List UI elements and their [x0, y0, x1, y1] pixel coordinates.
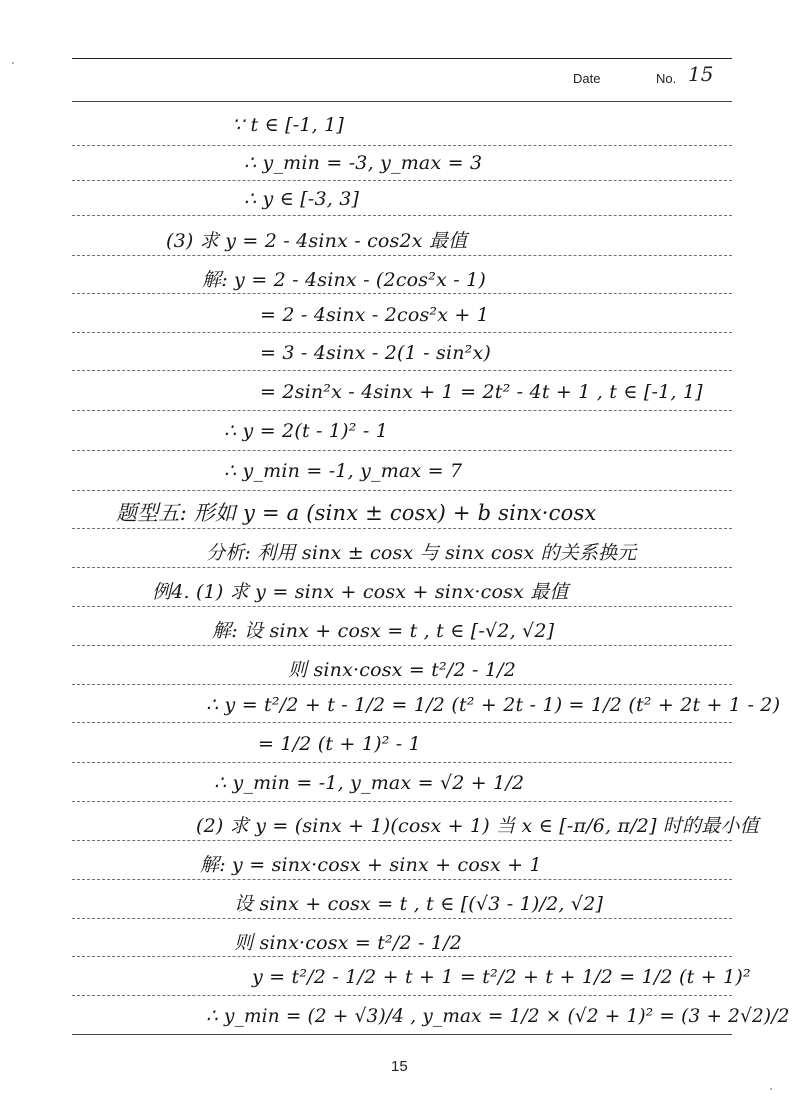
- ruled-line: [72, 840, 732, 841]
- ruled-line: [72, 410, 732, 411]
- scan-speck: [770, 1088, 772, 1090]
- ruled-line: [72, 1034, 732, 1035]
- no-value: 15: [688, 62, 714, 86]
- handwritten-line: 设 sinx + cosx = t , t ∈ [(√3 - 1)/2, √2]: [234, 893, 604, 915]
- handwritten-line: 则 sinx·cosx = t²/2 - 1/2: [234, 932, 463, 954]
- handwritten-line: ∴ y = 2(t - 1)² - 1: [224, 420, 389, 442]
- ruled-line: [72, 528, 732, 529]
- handwritten-line: = 3 - 4sinx - 2(1 - sin²x): [260, 342, 492, 364]
- ruled-line: [72, 606, 732, 607]
- ruled-line: [72, 879, 732, 880]
- ruled-line: [72, 101, 732, 102]
- ruled-line: [72, 490, 732, 491]
- handwritten-line: ∴ y_min = (2 + √3)/4 , y_max = 1/2 × (√2 + 1)² = (3 + 2√2)/2: [206, 1005, 790, 1027]
- handwritten-line: (2) 求 y = (sinx + 1)(cosx + 1) 当 x ∈ [-π/6, π/2] 时的最小值: [196, 815, 759, 837]
- ruled-line: [72, 762, 732, 763]
- ruled-line: [72, 215, 732, 216]
- handwritten-line: = 2 - 4sinx - 2cos²x + 1: [260, 304, 490, 326]
- ruled-line: [72, 956, 732, 957]
- handwritten-line: 解: y = 2 - 4sinx - (2cos²x - 1): [202, 269, 486, 291]
- example-heading: 例4. (1) 求 y = sinx + cosx + sinx·cosx 最值: [152, 581, 569, 603]
- ruled-line: [72, 722, 732, 723]
- ruled-line: [72, 567, 732, 568]
- handwritten-line: (3) 求 y = 2 - 4sinx - cos2x 最值: [166, 230, 468, 252]
- no-label: No.: [656, 71, 677, 86]
- ruled-line: [72, 370, 732, 371]
- ruled-line: [72, 145, 732, 146]
- ruled-line: [72, 293, 732, 294]
- date-label: Date: [573, 71, 601, 86]
- handwritten-line: ∴ y_min = -1, y_max = √2 + 1/2: [214, 772, 525, 794]
- ruled-line: [72, 645, 732, 646]
- ruled-line: [72, 450, 732, 451]
- ruled-line: [72, 684, 732, 685]
- handwritten-line: 则 sinx·cosx = t²/2 - 1/2: [288, 659, 517, 681]
- ruled-line: [72, 918, 732, 919]
- handwritten-line: ∴ y_min = -3, y_max = 3: [244, 152, 483, 174]
- page-number: 15: [391, 1058, 408, 1075]
- handwritten-line: = 1/2 (t + 1)² - 1: [258, 733, 421, 755]
- ruled-line: [72, 255, 732, 256]
- top-rule: [72, 58, 732, 59]
- handwritten-line: ∴ y ∈ [-3, 3]: [244, 188, 360, 210]
- ruled-line: [72, 332, 732, 333]
- handwritten-line: y = t²/2 - 1/2 + t + 1 = t²/2 + t + 1/2 = 1/2 (t + 1)²: [252, 966, 751, 988]
- ruled-line: [72, 801, 732, 802]
- ruled-line: [72, 995, 732, 996]
- handwritten-line: ∵ t ∈ [-1, 1]: [232, 114, 345, 136]
- section-heading: 题型五: 形如 y = a (sinx ± cosx) + b sinx·cosx: [116, 501, 597, 525]
- handwritten-line: ∴ y = t²/2 + t - 1/2 = 1/2 (t² + 2t - 1) = 1/2 (t² + 2t + 1 - 2): [206, 694, 781, 716]
- scan-speck: [12, 62, 14, 64]
- handwritten-line: 分析: 利用 sinx ± cosx 与 sinx cosx 的关系换元: [206, 542, 637, 564]
- handwritten-line: 解: y = sinx·cosx + sinx + cosx + 1: [200, 854, 542, 876]
- handwritten-line: ∴ y_min = -1, y_max = 7: [224, 460, 463, 482]
- handwritten-line: = 2sin²x - 4sinx + 1 = 2t² - 4t + 1 , t ∈ [-1, 1]: [260, 381, 703, 403]
- handwritten-line: 解: 设 sinx + cosx = t , t ∈ [-√2, √2]: [212, 620, 555, 642]
- ruled-line: [72, 180, 732, 181]
